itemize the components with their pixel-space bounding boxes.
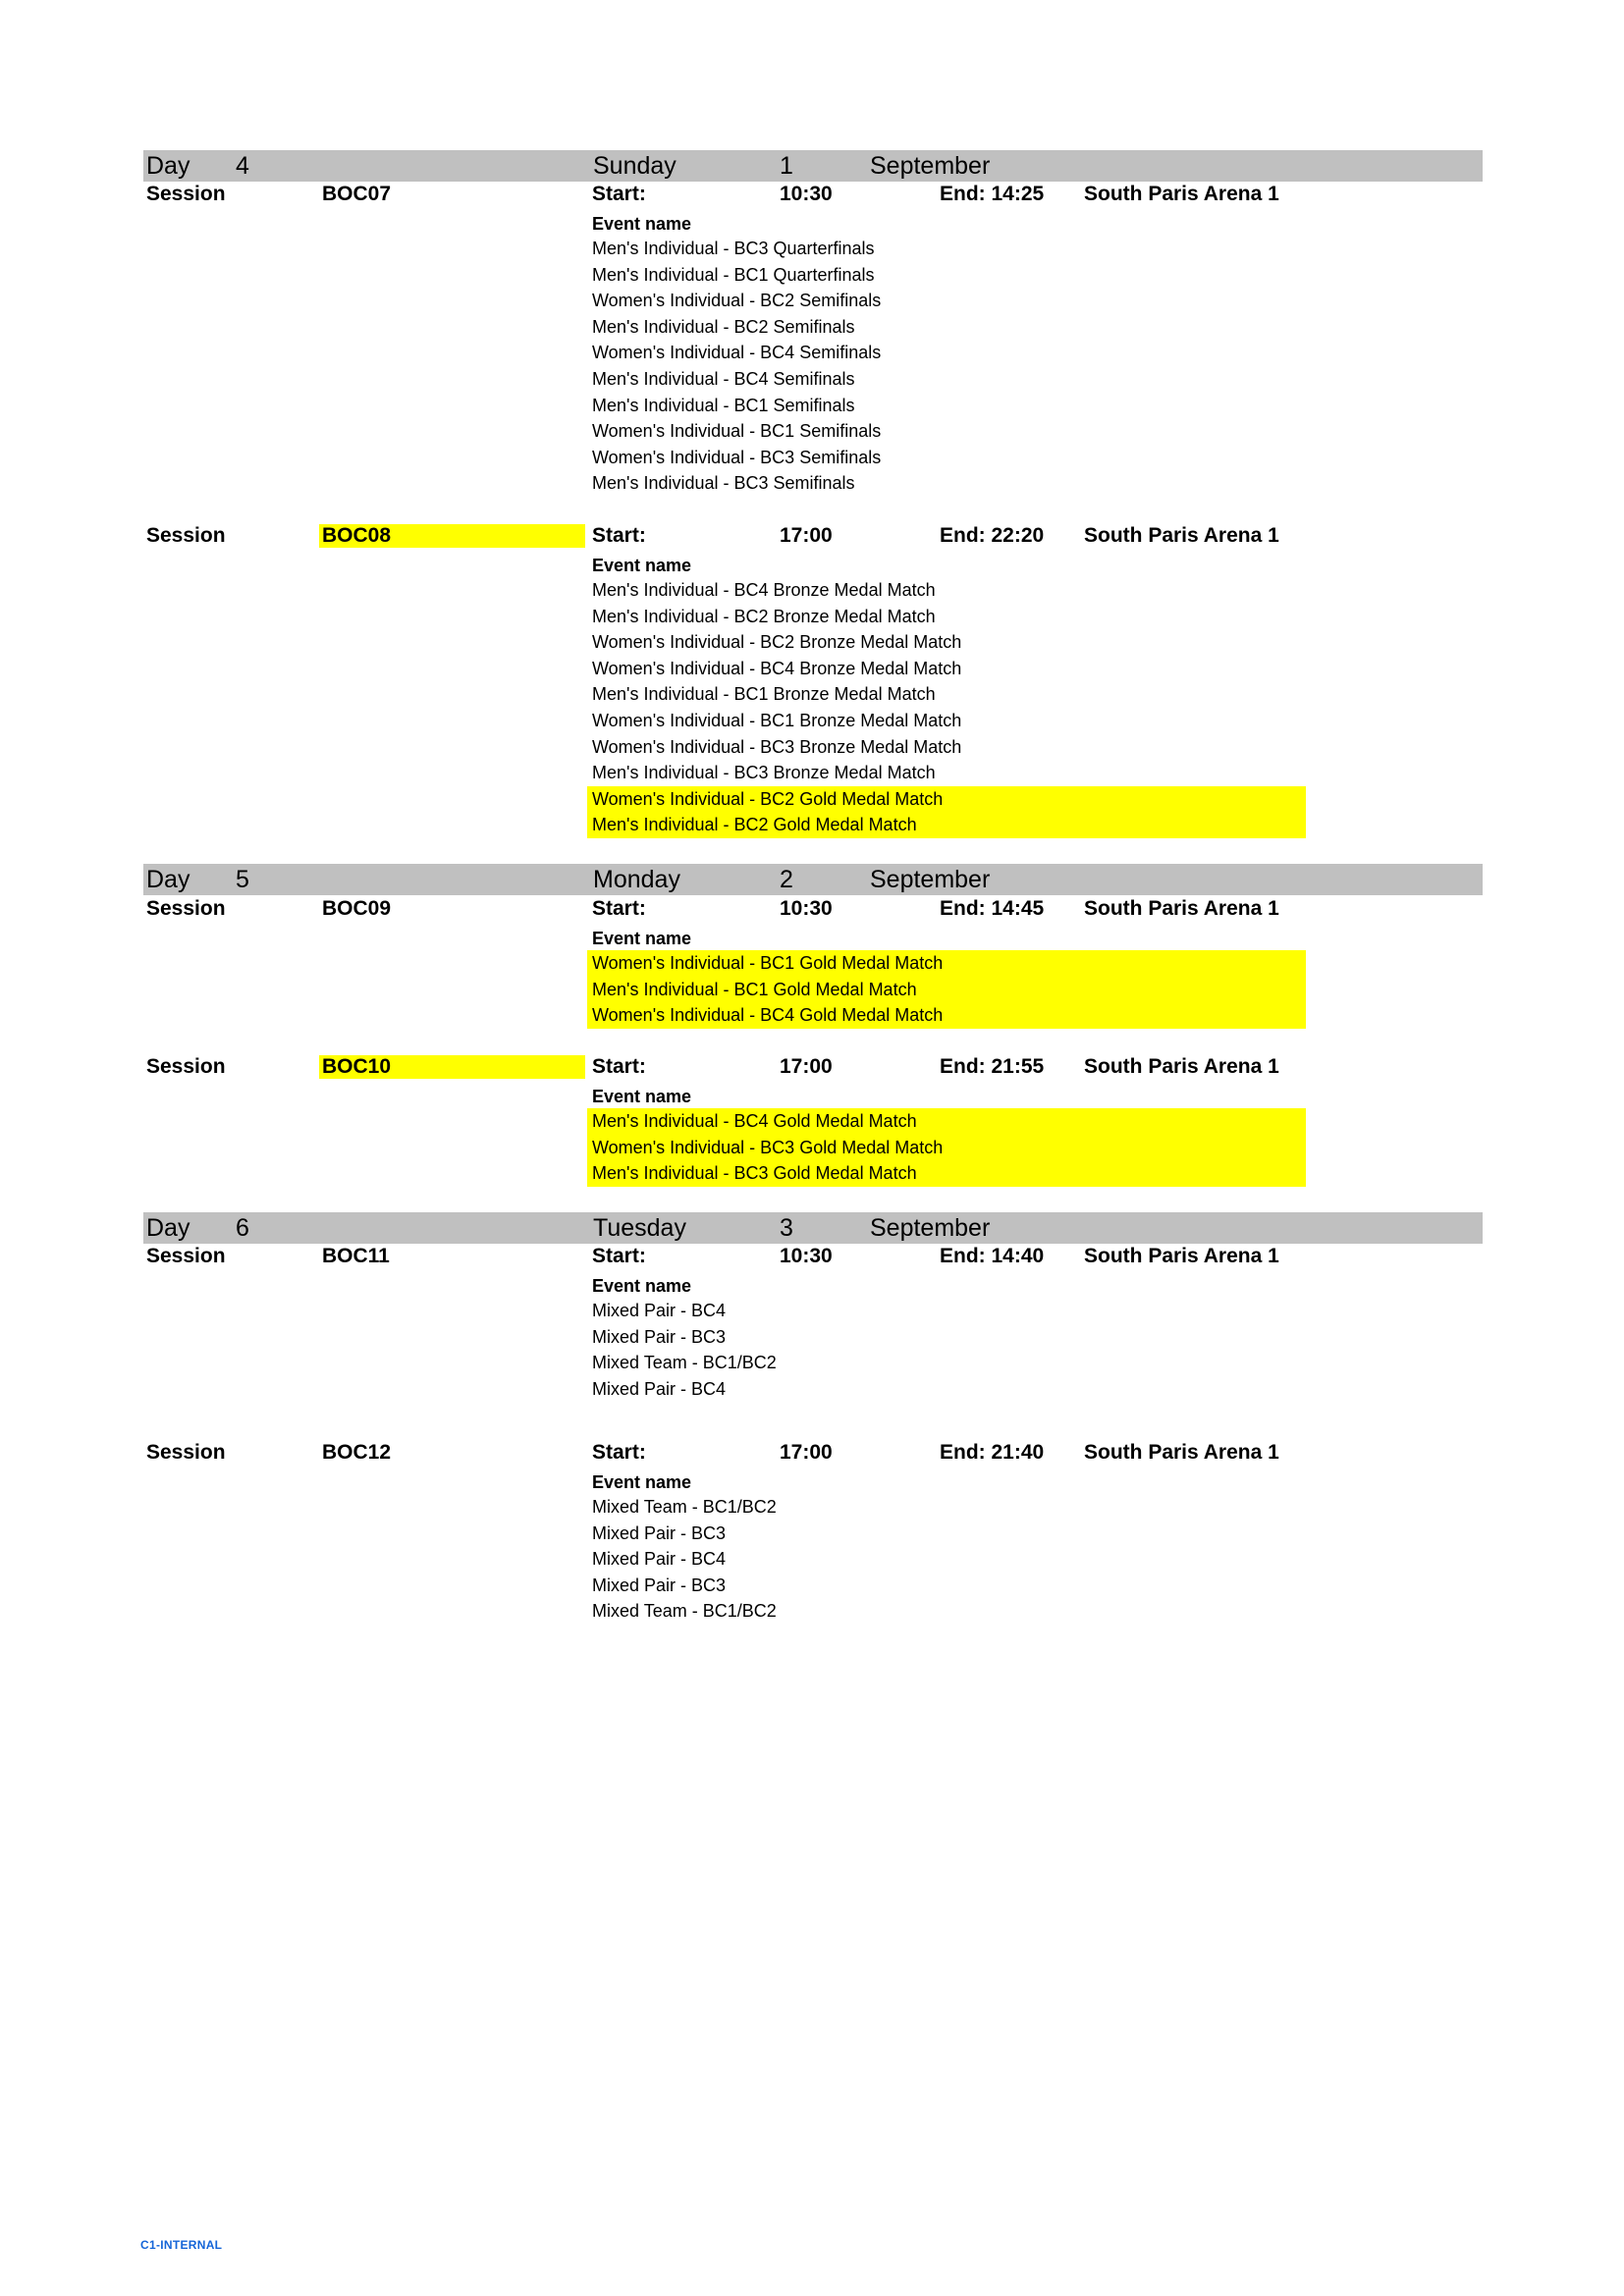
- day-label: Day: [146, 152, 190, 180]
- event-item: Women's Individual - BC3 Bronze Medal Match: [592, 736, 962, 757]
- event-name-header: Event name: [592, 214, 692, 234]
- event-item: Mixed Pair - BC3: [592, 1326, 727, 1347]
- event-item: Women's Individual - BC1 Bronze Medal Match: [592, 710, 962, 730]
- event-list: [587, 1494, 1306, 1625]
- event-list: [587, 1108, 1306, 1187]
- day-weekday: Tuesday: [593, 1214, 686, 1242]
- day-date: 2: [780, 866, 793, 893]
- event-item: Mixed Pair - BC3: [592, 1522, 727, 1543]
- day-number: 6: [236, 1214, 249, 1242]
- session-label: Session: [146, 183, 226, 205]
- event-item: Women's Individual - BC4 Semifinals: [592, 343, 882, 363]
- session-boc07: [143, 183, 1483, 497]
- session-header-row: [143, 897, 1483, 927]
- start-label: Start:: [592, 897, 646, 920]
- venue: South Paris Arena 1: [1084, 524, 1279, 547]
- start-label: Start:: [592, 524, 646, 547]
- start-label: Start:: [592, 1245, 646, 1267]
- day-month: September: [870, 1214, 991, 1242]
- event-item: Mixed Team - BC1/BC2: [592, 1601, 777, 1622]
- event-item: Women's Individual - BC1 Semifinals: [592, 421, 882, 442]
- day-header-4: [143, 150, 1483, 182]
- event-item: Men's Individual - BC2 Semifinals: [592, 316, 855, 337]
- event-list: [587, 950, 1306, 1029]
- event-item: Men's Individual - BC3 Semifinals: [592, 473, 855, 494]
- end-time: End: 21:55: [940, 1055, 1045, 1078]
- venue: South Paris Arena 1: [1084, 183, 1279, 205]
- event-item: Men's Individual - BC3 Quarterfinals: [592, 239, 875, 258]
- event-item: Men's Individual - BC2 Bronze Medal Match: [592, 606, 936, 626]
- venue: South Paris Arena 1: [1084, 1245, 1279, 1267]
- start-label: Start:: [592, 183, 646, 205]
- event-item-highlighted: Women's Individual - BC4 Gold Medal Match: [587, 1002, 1306, 1029]
- start-time: 10:30: [780, 897, 833, 920]
- day-month: September: [870, 152, 991, 180]
- session-boc10: [143, 1055, 1483, 1187]
- start-label: Start:: [592, 1055, 646, 1078]
- event-item: Men's Individual - BC3 Bronze Medal Match: [592, 763, 936, 783]
- event-list: [587, 236, 1306, 497]
- start-time: 17:00: [780, 1055, 833, 1078]
- end-time: End: 22:20: [940, 524, 1045, 547]
- event-item: Mixed Team - BC1/BC2: [592, 1497, 777, 1517]
- event-item-highlighted: Men's Individual - BC4 Gold Medal Match: [587, 1108, 1306, 1135]
- session-boc12: [143, 1441, 1483, 1625]
- session-label: Session: [146, 1055, 226, 1078]
- session-code: BOC07: [322, 183, 392, 205]
- day-weekday: Monday: [593, 866, 680, 893]
- event-item: Women's Individual - BC4 Bronze Medal Match: [592, 658, 962, 678]
- end-time: End: 21:40: [940, 1441, 1045, 1464]
- session-boc09: [143, 897, 1483, 1029]
- event-item: Mixed Pair - BC3: [592, 1575, 727, 1595]
- venue: South Paris Arena 1: [1084, 897, 1279, 920]
- session-label: Session: [146, 524, 226, 547]
- day-header-5: [143, 864, 1483, 895]
- event-item: Mixed Pair - BC4: [592, 1301, 727, 1320]
- event-list: [587, 1298, 1306, 1402]
- venue: South Paris Arena 1: [1084, 1055, 1279, 1078]
- session-header-row: [143, 183, 1483, 212]
- session-header-row: [143, 524, 1483, 554]
- event-item-highlighted: Women's Individual - BC2 Gold Medal Match: [587, 786, 1306, 813]
- day-number: 5: [236, 866, 249, 893]
- event-item: Men's Individual - BC4 Semifinals: [592, 368, 855, 389]
- start-time: 10:30: [780, 1245, 833, 1267]
- event-list: [587, 577, 1306, 838]
- end-time: End: 14:25: [940, 183, 1045, 205]
- event-item: Men's Individual - BC4 Bronze Medal Match: [592, 580, 936, 600]
- event-name-header: Event name: [592, 1472, 692, 1492]
- session-boc11: [143, 1245, 1483, 1402]
- day-label: Day: [146, 1214, 190, 1242]
- event-item: Women's Individual - BC3 Semifinals: [592, 447, 882, 467]
- session-code: BOC11: [322, 1245, 390, 1267]
- session-code: BOC10: [319, 1055, 585, 1079]
- start-time: 17:00: [780, 524, 833, 547]
- session-boc08: [143, 524, 1483, 838]
- session-header-row: [143, 1055, 1483, 1085]
- event-item-highlighted: Women's Individual - BC1 Gold Medal Match: [587, 950, 1306, 977]
- event-item-highlighted: Men's Individual - BC2 Gold Medal Match: [587, 812, 1306, 838]
- event-item-highlighted: Women's Individual - BC3 Gold Medal Match: [587, 1135, 1306, 1161]
- event-item-highlighted: Men's Individual - BC3 Gold Medal Match: [587, 1160, 1306, 1187]
- event-name-header: Event name: [592, 1276, 692, 1296]
- event-item: Mixed Team - BC1/BC2: [592, 1353, 777, 1373]
- day-number: 4: [236, 152, 249, 180]
- session-label: Session: [146, 1441, 226, 1464]
- session-header-row: [143, 1441, 1483, 1470]
- event-item: Women's Individual - BC2 Bronze Medal Match: [592, 632, 962, 653]
- event-item: Mixed Pair - BC4: [592, 1378, 727, 1399]
- event-item: Mixed Pair - BC4: [592, 1549, 727, 1570]
- session-label: Session: [146, 897, 226, 920]
- session-label: Session: [146, 1245, 226, 1267]
- event-name-header: Event name: [592, 556, 692, 575]
- day-header-6: [143, 1212, 1483, 1244]
- event-item: Men's Individual - BC1 Quarterfinals: [592, 264, 875, 285]
- day-date: 3: [780, 1214, 793, 1242]
- day-date: 1: [780, 152, 793, 180]
- event-item: Women's Individual - BC2 Semifinals: [592, 291, 882, 311]
- session-code: BOC08: [319, 524, 585, 548]
- session-code: BOC12: [322, 1441, 392, 1464]
- day-weekday: Sunday: [593, 152, 677, 180]
- end-time: End: 14:40: [940, 1245, 1045, 1267]
- event-name-header: Event name: [592, 1087, 692, 1106]
- venue: South Paris Arena 1: [1084, 1441, 1279, 1464]
- start-time: 10:30: [780, 183, 833, 205]
- event-item: Men's Individual - BC1 Bronze Medal Match: [592, 684, 936, 705]
- day-label: Day: [146, 866, 190, 893]
- session-code: BOC09: [322, 897, 392, 920]
- start-label: Start:: [592, 1441, 646, 1464]
- end-time: End: 14:45: [940, 897, 1045, 920]
- start-time: 17:00: [780, 1441, 833, 1464]
- event-item: Men's Individual - BC1 Semifinals: [592, 395, 855, 415]
- classification-label: C1-INTERNAL: [140, 2238, 223, 2252]
- event-name-header: Event name: [592, 929, 692, 948]
- day-month: September: [870, 866, 991, 893]
- event-item-highlighted: Men's Individual - BC1 Gold Medal Match: [587, 977, 1306, 1003]
- session-header-row: [143, 1245, 1483, 1274]
